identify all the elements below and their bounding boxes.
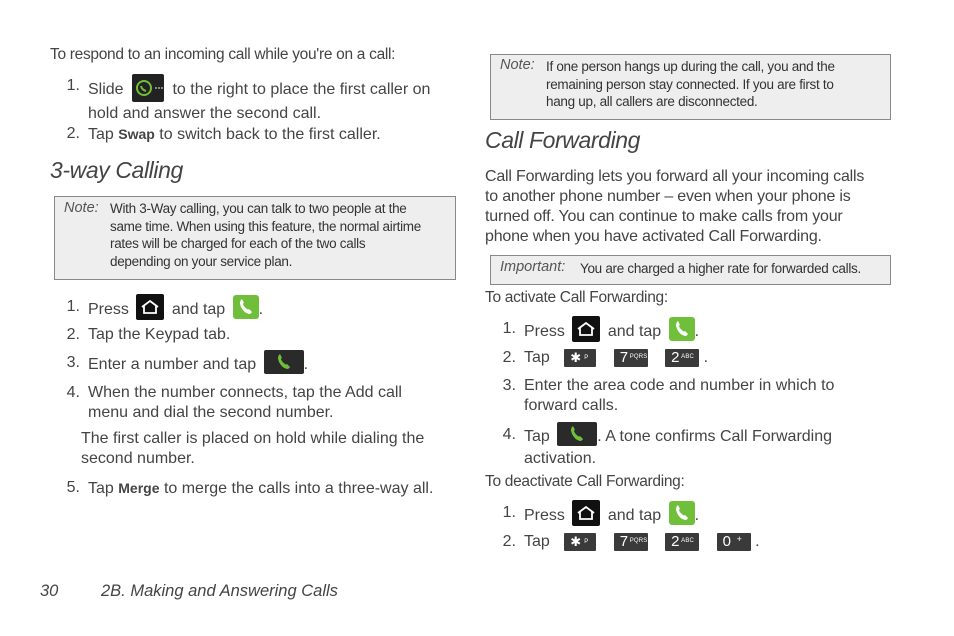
note-label: Note: — [64, 200, 99, 216]
step-text: Tap — [88, 126, 114, 143]
paragraph-line: Call Forwarding lets you forward all your incoming calls — [485, 168, 865, 185]
step-text: . — [303, 356, 309, 374]
home-icon — [572, 316, 600, 342]
list-item — [58, 76, 458, 120]
sub-paragraph — [81, 429, 461, 469]
step-text: Press — [524, 507, 565, 525]
zero-key-icon: 0 + — [717, 533, 751, 551]
merge-term: Merge — [118, 480, 160, 496]
swap-term: Swap — [118, 126, 155, 142]
note-box — [490, 54, 891, 120]
list-item — [58, 478, 458, 498]
list-item — [494, 317, 894, 345]
list-item — [494, 348, 894, 370]
seven-key-icon: 7 PQRS — [614, 533, 648, 551]
step-text: and tap — [171, 301, 226, 319]
step-text: . — [694, 323, 700, 341]
note-line: depending on your service plan. — [110, 253, 293, 269]
step-text: and tap — [607, 323, 662, 341]
step-number: 1. — [502, 320, 516, 337]
home-icon — [572, 500, 600, 526]
step-number: 1. — [66, 298, 80, 315]
two-key-icon: 2 ABC — [665, 533, 699, 551]
step-text: When the number connects, tap the Add call — [88, 384, 402, 401]
step-text: . A tone confirms Call Forwarding — [597, 428, 833, 446]
heading-3way-calling: 3-way Calling — [50, 157, 183, 183]
step-text: Tap — [88, 480, 114, 497]
incoming-call-intro: To respond to an incoming call while you're on a call: — [50, 46, 396, 63]
step-text: to merge the calls into a three-way all. — [163, 480, 434, 497]
step-text: to switch back to the first caller. — [159, 126, 381, 143]
step-text: to the right to place the first caller on — [172, 81, 431, 99]
step-number: 4. — [66, 384, 80, 401]
note-line: remaining person stay connected. If you are first to — [546, 76, 834, 92]
important-box — [490, 255, 891, 285]
note-box — [54, 196, 456, 280]
list-item — [494, 425, 894, 465]
list-item — [58, 353, 458, 379]
list-item — [58, 325, 458, 345]
list-item — [494, 501, 894, 529]
phone-app-icon — [669, 501, 695, 525]
list-item — [58, 124, 458, 144]
page-number: 30 — [40, 582, 59, 600]
step-text: Press — [88, 301, 129, 319]
list-item — [494, 376, 894, 416]
step-text: . — [755, 533, 760, 550]
step-number: 1. — [66, 77, 80, 94]
phone-app-icon — [669, 317, 695, 341]
step-text: menu and dial the second number. — [88, 404, 334, 421]
step-text: forward calls. — [524, 397, 619, 414]
star-key-icon: ✱ P — [564, 533, 596, 551]
note-label: Note: — [500, 57, 535, 73]
step-text: Tap — [524, 428, 550, 446]
step-number: 2. — [66, 125, 80, 142]
step-number: 4. — [502, 426, 516, 443]
step-text: Press — [524, 323, 565, 341]
step-text: Tap — [524, 533, 550, 550]
step-text: Enter a number and tap — [88, 356, 257, 374]
paragraph-line: turned off. You can continue to make calls from your — [485, 208, 843, 225]
section-title: 2B. Making and Answering Calls — [101, 582, 338, 600]
step-number: 2. — [66, 326, 80, 343]
step-text: Enter the area code and number in which to — [524, 377, 835, 394]
step-number: 2. — [502, 349, 516, 366]
seven-key-icon: 7 PQRS — [614, 349, 648, 367]
important-label: Important: — [500, 259, 566, 275]
paragraph-line: phone when you have activated Call Forwarding. — [485, 228, 822, 245]
step-text: and tap — [607, 507, 662, 525]
note-line: If one person hangs up during the call, you and the — [546, 59, 835, 74]
step-number: 2. — [502, 533, 516, 550]
note-line: hang up, all callers are disconnected. — [546, 94, 758, 109]
step-text: . — [703, 349, 709, 366]
list-item — [58, 296, 458, 322]
step-text: Tap the Keypad tab. — [88, 326, 231, 343]
list-item — [494, 532, 914, 554]
paragraph-line: The first caller is placed on hold while dialing the — [81, 430, 425, 447]
note-line: same time. When using this feature, the normal airtime — [110, 218, 421, 234]
slide-handle-icon — [132, 74, 164, 102]
two-key-icon: 2 ABC — [665, 349, 699, 367]
step-text: . — [258, 301, 264, 319]
note-line: With 3-Way calling, you can talk to two people at the — [110, 201, 407, 216]
call-button-icon — [264, 350, 304, 374]
home-icon — [136, 294, 164, 320]
step-text: Slide — [88, 81, 124, 99]
phone-app-icon — [233, 295, 259, 319]
heading-call-forwarding: Call Forwarding — [485, 127, 641, 153]
step-text: . — [694, 507, 700, 525]
important-text: You are charged a higher rate for forwarded calls. — [580, 261, 861, 276]
step-text: activation. — [524, 450, 597, 467]
deactivate-intro: To deactivate Call Forwarding: — [485, 473, 685, 490]
step-text: Tap — [524, 349, 550, 366]
step-number: 1. — [502, 504, 516, 521]
paragraph-line: second number. — [81, 450, 195, 467]
note-line: rates will be charged for each of the two calls — [110, 236, 366, 251]
step-text: hold and answer the second call. — [88, 105, 322, 122]
call-button-icon — [557, 422, 597, 446]
step-number: 3. — [502, 377, 516, 394]
star-key-icon: ✱ P — [564, 349, 596, 367]
call-forwarding-description — [485, 167, 895, 247]
list-item — [58, 383, 458, 423]
step-number: 5. — [66, 479, 80, 496]
activate-intro: To activate Call Forwarding: — [485, 289, 668, 306]
paragraph-line: to another phone number – even when your phone is — [485, 188, 851, 205]
step-number: 3. — [66, 354, 80, 371]
